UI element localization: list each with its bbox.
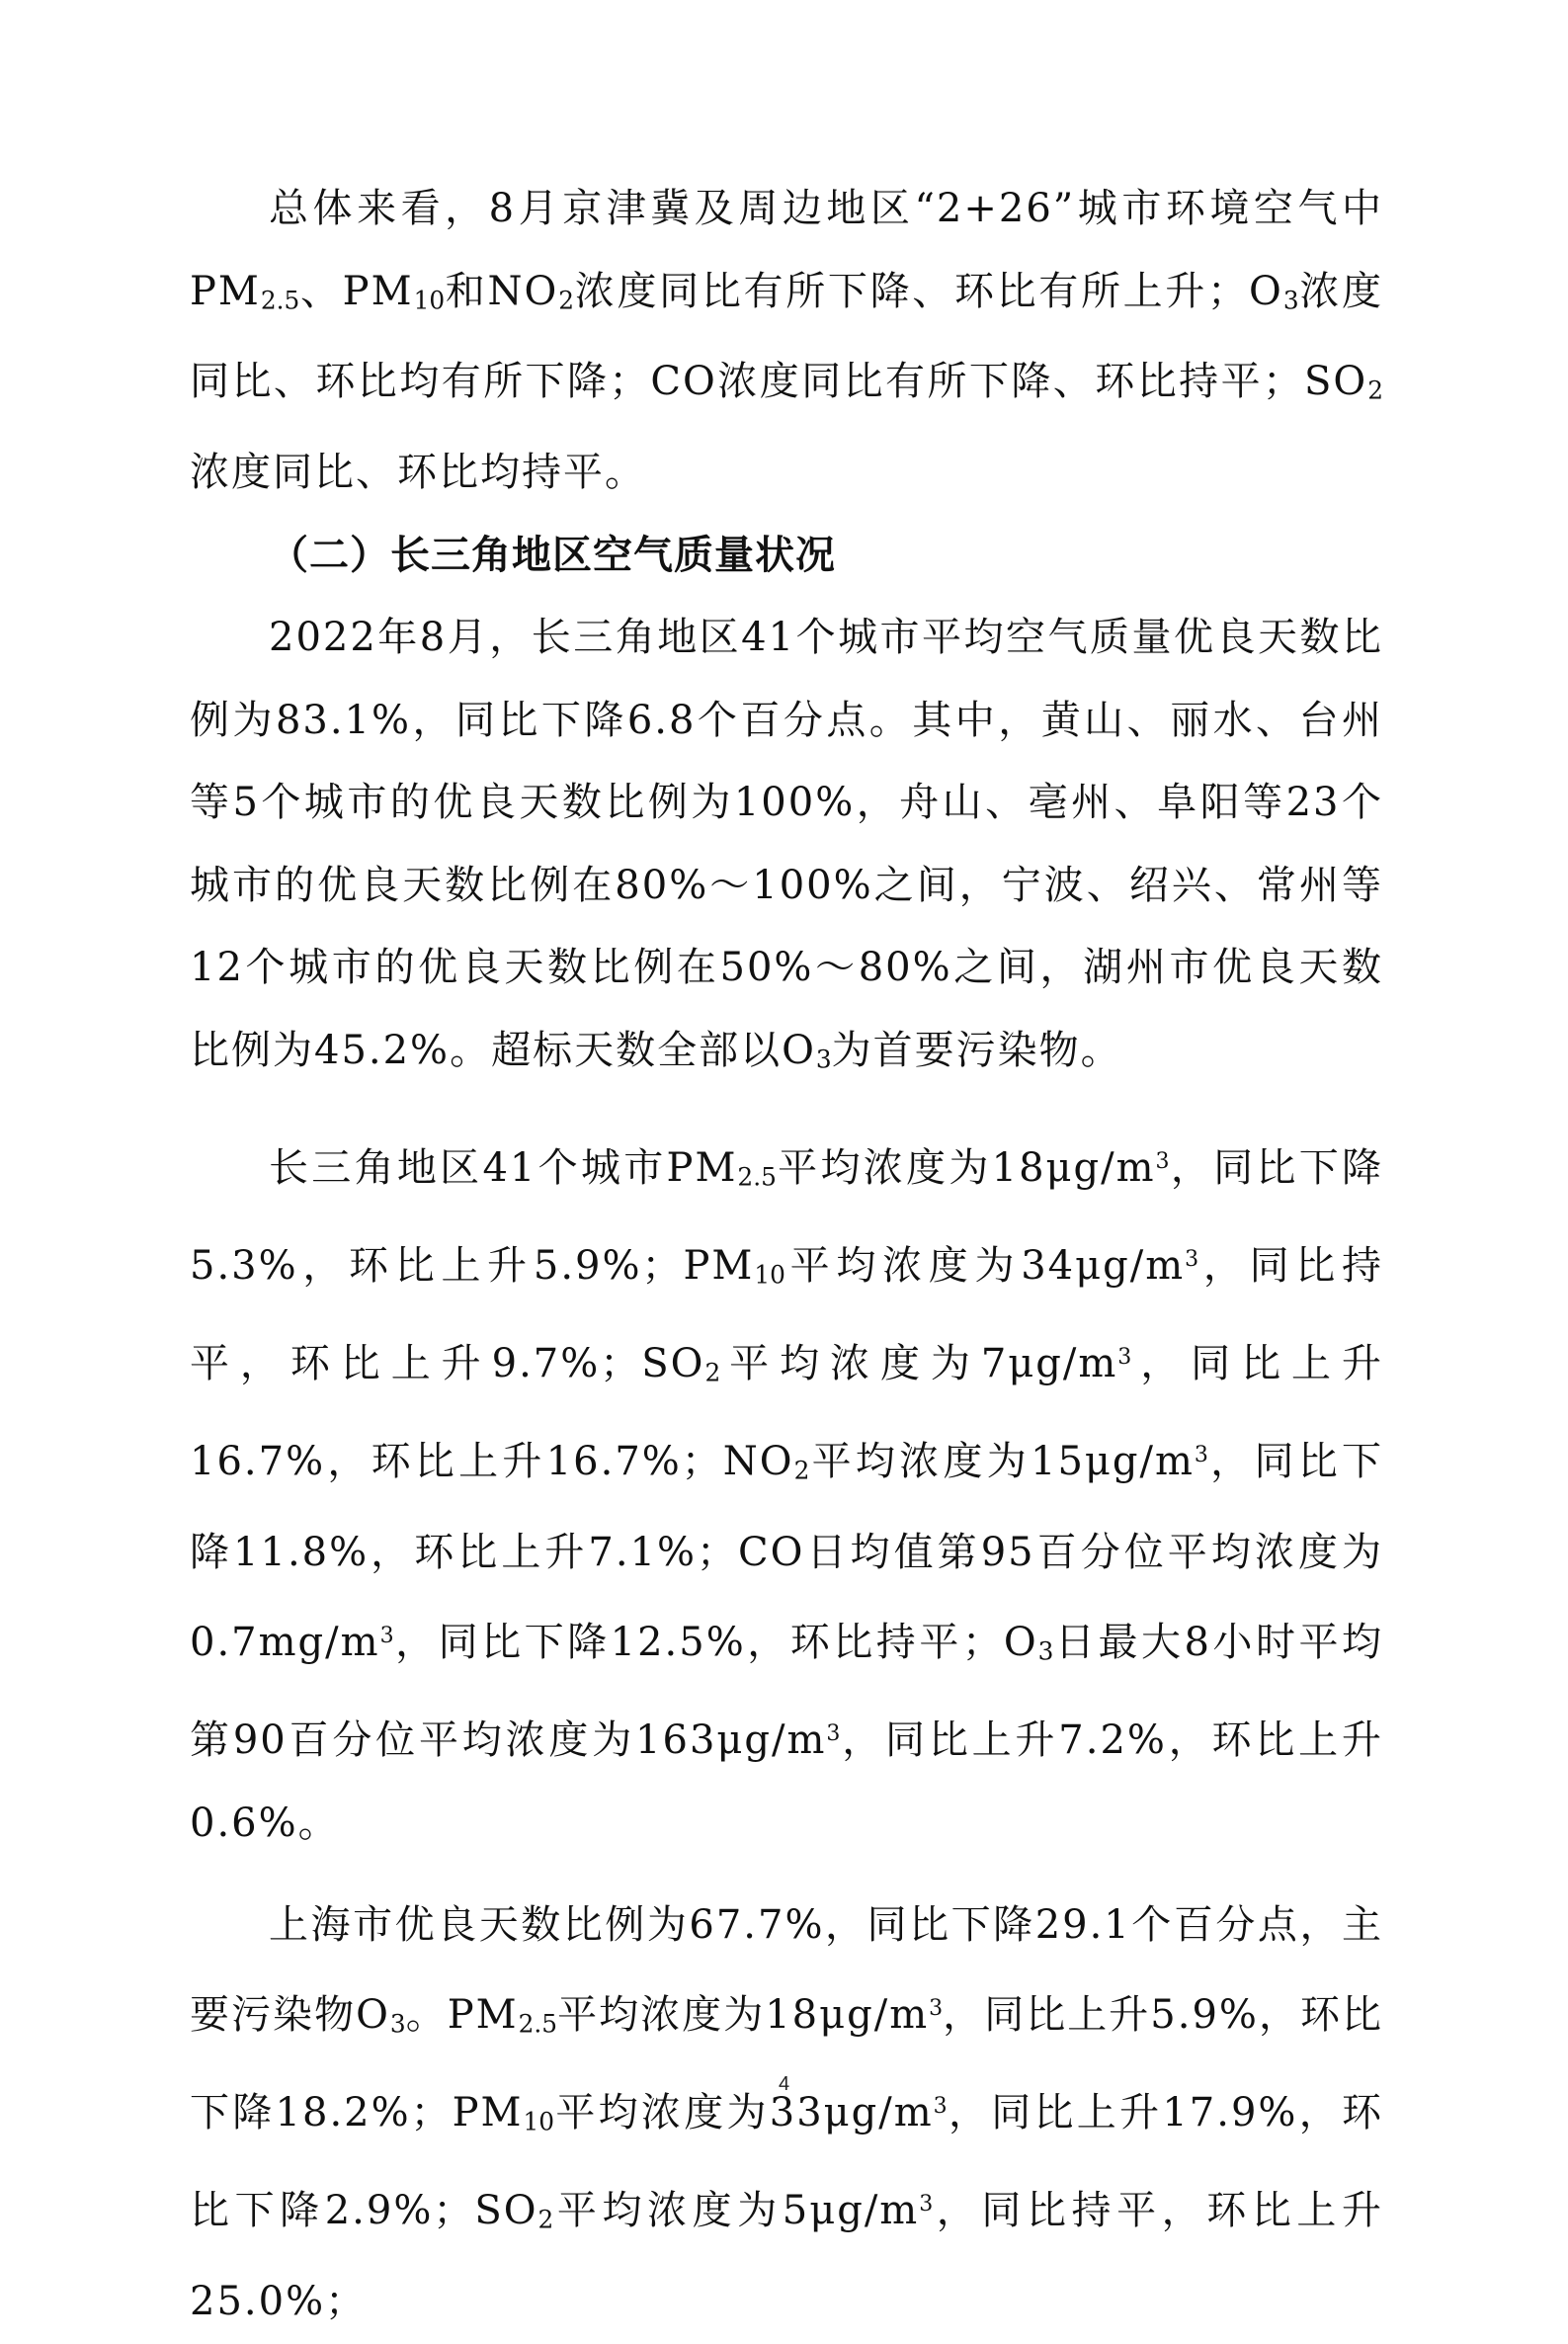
subscript: 2.5 — [737, 1162, 777, 1192]
subscript: 2 — [793, 1456, 810, 1485]
superscript: 3 — [919, 2192, 934, 2218]
text-run: 。PM — [405, 1991, 519, 2038]
text-run: 平均浓度为7μg/m — [720, 1341, 1118, 1387]
section-heading: （二）长三角地区空气质量状况 — [269, 532, 836, 578]
text-run: 平均浓度为18μg/m — [557, 1991, 930, 2038]
subscript: 10 — [754, 1260, 785, 1290]
text-run: 平均浓度为33μg/m — [554, 2090, 934, 2136]
subscript: 3 — [1037, 1636, 1054, 1666]
text-run: 、PM — [299, 268, 414, 314]
subscript: 3 — [389, 2009, 406, 2039]
text-run: 平均浓度为15μg/m — [809, 1439, 1195, 1485]
text-run: ，同比持平，环比上升9.7%；SO — [190, 1243, 1383, 1387]
text-run: ，同比下降11.8%，环比上升7.1%；CO日均值第95百分位平均浓度为0.7mg/m — [190, 1439, 1383, 1666]
text-run: ，同比上升16.7%，环比上升16.7%；NO — [190, 1341, 1383, 1485]
page-content — [190, 168, 1383, 2344]
text-run: 总体来看，8月京津冀及周边地区“2+26”城市环境空气中PM — [190, 186, 1383, 314]
subscript: 2.5 — [518, 2009, 558, 2039]
paragraph-yrd-good-days — [190, 597, 1383, 1100]
superscript: 3 — [1117, 1345, 1132, 1371]
subscript: 3 — [1282, 285, 1299, 314]
text-run: ，同比持平，环比上升25.0%； — [190, 2188, 1383, 2325]
paragraph-summary-jjj — [190, 168, 1383, 515]
text-run: 平均浓度为18μg/m — [776, 1145, 1156, 1192]
superscript: 3 — [1194, 1443, 1208, 1468]
text-run: 浓度同比有所下降、环比有所上升；O — [574, 268, 1283, 314]
text-run: 浓度同比、环比均有所下降；CO浓度同比有所下降、环比持平；SO — [190, 268, 1384, 405]
text-run: 平均浓度为5μg/m — [553, 2188, 920, 2234]
subscript: 3 — [815, 1045, 832, 1074]
text-run: ，同比上升7.2%，环比上升0.6%。 — [190, 1717, 1383, 1846]
text-run: 平均浓度为34μg/m — [784, 1243, 1186, 1290]
text-run: 长三角地区41个城市PM — [269, 1145, 738, 1192]
text-run: 为首要污染物。 — [831, 1027, 1122, 1073]
superscript: 3 — [929, 1995, 944, 2021]
subscript: 2.5 — [260, 285, 300, 314]
text-run: ，同比下降12.5%，环比持平；O — [393, 1620, 1038, 1666]
text-run: ，同比上升17.9%，环比下降2.9%；SO — [190, 2090, 1383, 2234]
superscript: 3 — [826, 1721, 841, 1747]
text-run: 2022年8月，长三角地区41个城市平均空气质量优良天数比例为83.1%，同比下降6.8个百分点。其中，黄山、丽水、台州等5个城市的优良天数比例为100%，舟山、亳州、阜阳等23个城市的优良天数比例在80%～100%之间，宁波、绍兴、常州等12个城市的优良天数比例在50%～80%之间，湖州市优良天数比例为45.2%。超标天数全部以O — [190, 615, 1383, 1073]
subscript: 10 — [413, 285, 446, 314]
text-run: 日最大8小时平均第90百分位平均浓度为163μg/m — [190, 1620, 1383, 1764]
text-run: 和NO — [445, 268, 559, 314]
paragraph-shanghai — [190, 1884, 1383, 2343]
superscript: 3 — [1155, 1148, 1170, 1174]
text-run: 上海市优良天数比例为67.7%，同比下降29.1个百分点，主要污染物O — [190, 1902, 1383, 2038]
superscript: 3 — [933, 2093, 948, 2119]
subscript: 2 — [704, 1358, 721, 1387]
subscript: 10 — [523, 2107, 555, 2136]
subscript: 2 — [1367, 376, 1383, 405]
text-run: 浓度同比、环比均持平。 — [190, 450, 646, 496]
text-run: ，同比下降5.3%，环比上升5.9%；PM — [190, 1145, 1383, 1290]
text-run: ，同比上升5.9%，环比下降18.2%；PM — [190, 1991, 1384, 2136]
subscript: 2 — [558, 285, 575, 314]
superscript: 3 — [379, 1623, 394, 1648]
paragraph-yrd-concentrations — [190, 1121, 1383, 1865]
superscript: 3 — [1185, 1247, 1199, 1272]
page-number: 4 — [778, 2073, 790, 2095]
subscript: 2 — [537, 2205, 554, 2234]
